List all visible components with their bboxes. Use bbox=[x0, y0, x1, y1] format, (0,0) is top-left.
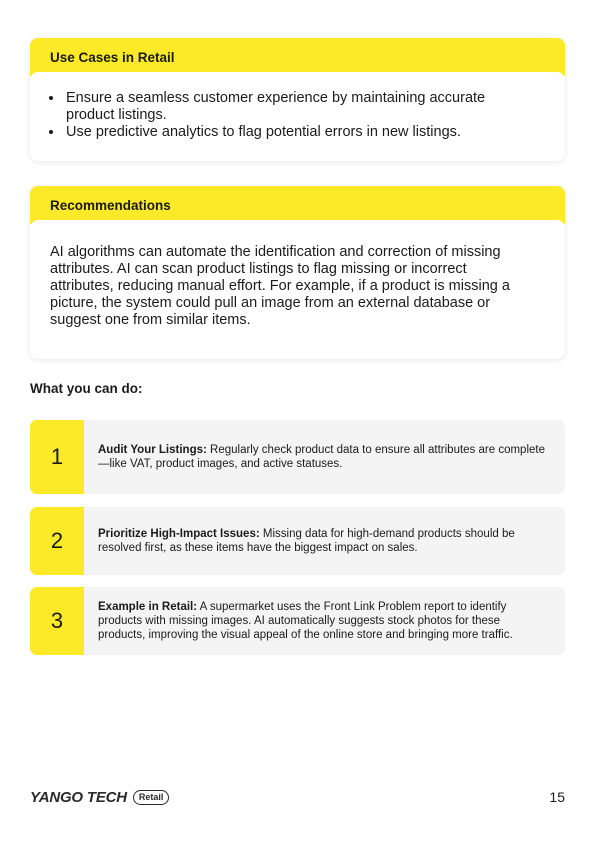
brand-badge: Retail bbox=[133, 790, 170, 805]
page-number: 15 bbox=[549, 789, 565, 805]
step-lead: Example in Retail: bbox=[98, 601, 198, 613]
brand-logo bbox=[30, 789, 169, 806]
recommendations-text: AI algorithms can automate the identification and correction of missing attributes. AI can scan product listings to flag missing or incorrect attributes, reducing manual effort. For example, if a product is missing a picture, the system could pull an image from an external database or suggest one from similar items. bbox=[50, 244, 510, 328]
step-card-1 bbox=[30, 420, 565, 494]
use-cases-card bbox=[30, 38, 565, 161]
list-item: • Ensure a seamless customer experience by maintaining accurate product listings. bbox=[64, 90, 545, 124]
step-number: 1 bbox=[30, 420, 84, 494]
step-text bbox=[84, 420, 565, 494]
list-item: • Use predictive analytics to flag potential errors in new listings. bbox=[64, 124, 545, 141]
step-card-2 bbox=[30, 507, 565, 575]
step-description: Regularly check product data to ensure all attributes are complete—like VAT, product images, and active statuses. bbox=[98, 444, 545, 470]
recommendations-body bbox=[30, 220, 565, 345]
step-text bbox=[84, 587, 565, 655]
step-lead: Audit Your Listings: bbox=[98, 444, 207, 456]
use-cases-list bbox=[50, 90, 545, 141]
recommendations-title: Recommendations bbox=[30, 186, 565, 224]
use-cases-title: Use Cases in Retail bbox=[30, 38, 565, 76]
step-text bbox=[84, 507, 565, 575]
step-number: 3 bbox=[30, 587, 84, 655]
section-title: What you can do: bbox=[30, 381, 143, 396]
step-description: A supermarket uses the Front Link Problem report to identify products with missing images. AI automatically suggests stock photos for these products, improving the visual appeal of the online store and bringing more traffic. bbox=[98, 601, 513, 641]
step-description: Missing data for high-demand products should be resolved first, as these items have the biggest impact on sales. bbox=[98, 528, 515, 554]
step-card-3 bbox=[30, 587, 565, 655]
step-number: 2 bbox=[30, 507, 84, 575]
step-lead: Prioritize High-Impact Issues: bbox=[98, 528, 260, 540]
recommendations-card bbox=[30, 186, 565, 359]
brand-name: YANGO TECH bbox=[30, 789, 127, 806]
use-cases-body bbox=[30, 72, 565, 157]
